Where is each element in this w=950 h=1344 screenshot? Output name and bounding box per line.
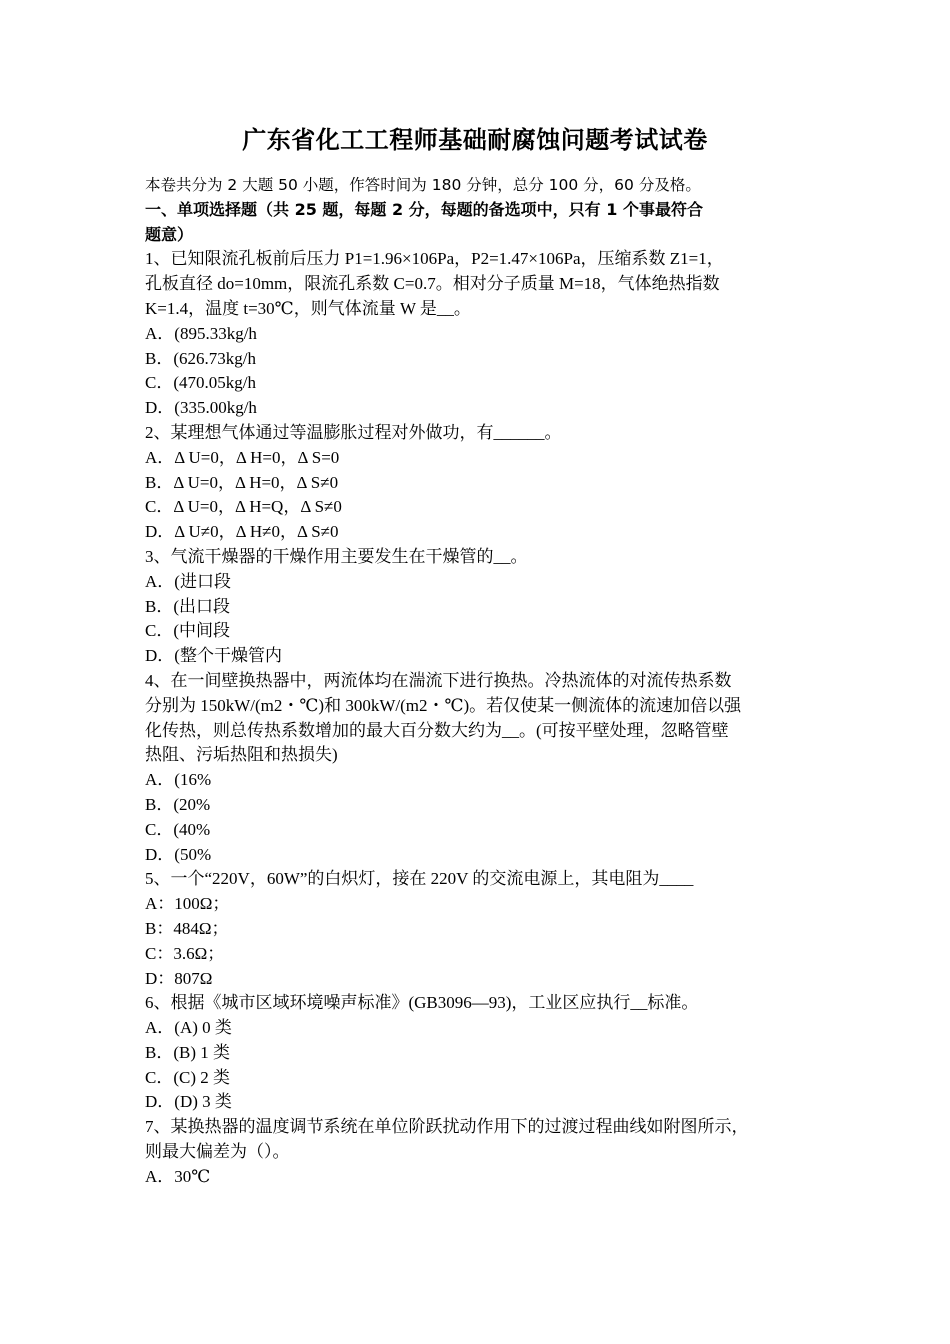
option-b: B．(B) 1 类 bbox=[145, 1042, 230, 1062]
option-b: B．(出口段 bbox=[145, 596, 230, 616]
option-c: C．(40% bbox=[145, 819, 211, 839]
page-title: 广东省化工工程师基础耐腐蚀问题考试试卷 bbox=[242, 126, 708, 154]
question-text-line: K=1.4，温度 t=30℃，则气体流量 W 是__。 bbox=[145, 298, 471, 318]
option-b: B．(626.73kg/h bbox=[145, 348, 256, 368]
question-text-line: 4、在一间壁换热器中，两流体均在湍流下进行换热。冷热流体的对流传热系数 bbox=[145, 670, 732, 690]
option-c: C．(470.05kg/h bbox=[145, 373, 256, 393]
option-a: A．(16% bbox=[145, 770, 212, 790]
exam-intro: 本卷共分为 2 大题 50 小题，作答时间为 180 分钟，总分 100 分，60 分及格。 bbox=[145, 176, 701, 194]
option-c: C：3.6Ω； bbox=[145, 943, 225, 963]
option-a: A：100Ω； bbox=[145, 894, 230, 914]
option-d: D．Δ U≠0，Δ H≠0，Δ S≠0 bbox=[145, 522, 339, 542]
option-d: D．(D) 3 类 bbox=[145, 1092, 232, 1112]
question-text-line: 5、一个“220V，60W”的白炽灯，接在 220V 的交流电源上，其电阻为____ bbox=[145, 869, 694, 889]
option-d: D．(整个干燥管内 bbox=[145, 646, 282, 666]
question-text-line: 则最大偏差为（）。 bbox=[145, 1142, 290, 1162]
option-b: B：484Ω； bbox=[145, 918, 229, 938]
option-b: B．(20% bbox=[145, 794, 211, 814]
question-text-line: 化传热，则总传热系数增加的最大百分数大约为__。(可按平壁处理，忽略管壁 bbox=[145, 720, 729, 740]
option-a: A．(进口段 bbox=[145, 571, 231, 591]
option-b: B．Δ U=0，Δ H=0，Δ S≠0 bbox=[145, 472, 339, 492]
option-a: A．30℃ bbox=[145, 1166, 211, 1186]
question-text-line: 1、已知限流孔板前后压力 P1=1.96×106Pa，P2=1.47×106Pa，压缩系数 Z1=1， bbox=[145, 249, 724, 269]
option-d: D．(50% bbox=[145, 844, 212, 864]
question-text-line: 2、某理想气体通过等温膨胀过程对外做功，有______。 bbox=[145, 422, 562, 442]
question-text-line: 热阻、污垢热阻和热损失) bbox=[145, 745, 338, 765]
question-text-line: 孔板直径 do=10mm，限流孔系数 C=0.7。相对分子质量 M=18，气体绝热指数 bbox=[145, 274, 720, 294]
option-d: D：807Ω bbox=[145, 968, 213, 988]
question-text-line: 6、根据《城市区域环境噪声标准》(GB3096—93)，工业区应执行__标准。 bbox=[145, 993, 699, 1013]
option-a: A．Δ U=0，Δ H=0，Δ S=0 bbox=[145, 447, 340, 467]
option-a: A．(895.33kg/h bbox=[145, 323, 257, 343]
option-a: A．(A) 0 类 bbox=[145, 1018, 232, 1038]
section-heading-line-2: 题意） bbox=[145, 224, 194, 244]
question-text-line: 分别为 150kW/(m2・℃)和 300kW/(m2・℃)。若仅使某一侧流体的流速加倍以强 bbox=[145, 695, 742, 715]
question-3 bbox=[145, 545, 810, 669]
question-text-line: 7、某换热器的温度调节系统在单位阶跃扰动作用下的过渡过程曲线如附图所示， bbox=[145, 1117, 749, 1137]
question-2 bbox=[145, 421, 810, 545]
option-c: C．(中间段 bbox=[145, 621, 230, 641]
question-text-line: 3、气流干燥器的干燥作用主要发生在干燥管的__。 bbox=[145, 546, 528, 566]
question-6 bbox=[145, 991, 810, 1115]
exam-content bbox=[145, 173, 810, 1190]
option-c: C．(C) 2 类 bbox=[145, 1067, 230, 1087]
section-heading-line-1: 一、单项选择题（共 25 题，每题 2 分，每题的备选项中，只有 1 个事最符合 bbox=[145, 199, 703, 219]
question-7 bbox=[145, 1115, 810, 1189]
option-d: D．(335.00kg/h bbox=[145, 398, 257, 418]
question-4 bbox=[145, 669, 810, 867]
question-5 bbox=[145, 867, 810, 991]
question-1 bbox=[145, 247, 810, 421]
option-c: C．Δ U=0，Δ H=Q，Δ S≠0 bbox=[145, 497, 342, 517]
